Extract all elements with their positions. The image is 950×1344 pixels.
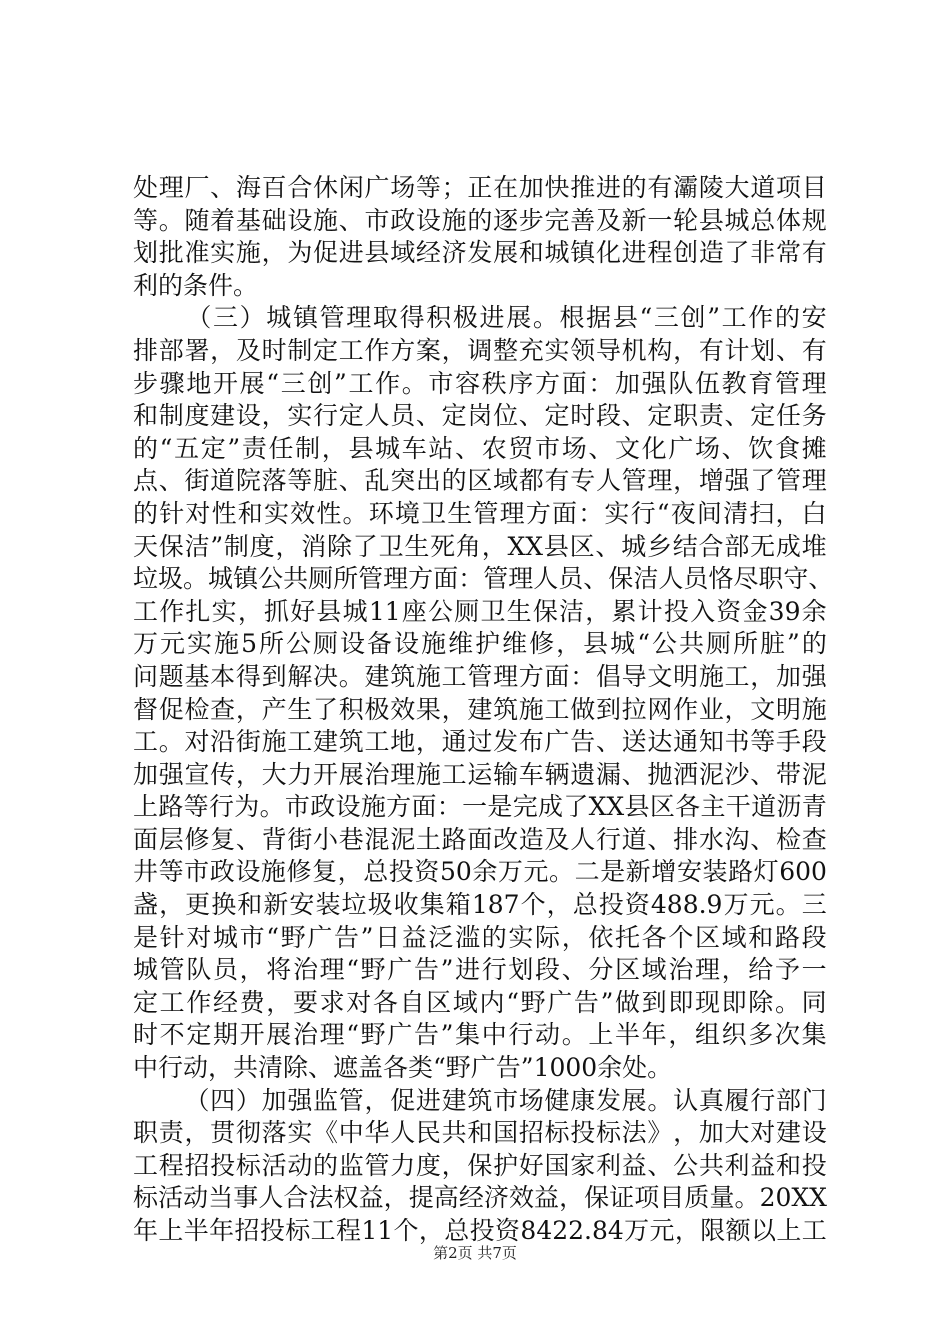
text-line: 步 骤 地 开 展 “ 三 创 ” 工 作 。 市 容 秩 序 方 面 ： 加 强 队 伍 教 育 管 理 — [133, 368, 827, 398]
text-line: 井 等 市 政 设 施 修 复 ， 总 投 资 50 余 万 元 。 二 是 新 增 安 装 路 灯 600 — [133, 857, 827, 887]
text-line: 垃 圾 。 城 镇 公 共 厕 所 管 理 方 面 ： 管 理 人 员 、 保 洁 人 员 恪 尽 职 守 、 — [133, 564, 834, 594]
text-line: 点 、 街 道 院 落 等 脏 、 乱 突 出 的 区 域 都 有 专 人 管 理 ， 增 强 了 管 理 — [133, 466, 827, 496]
text-line: （ 三 ） 城 镇 管 理 取 得 积 极 进 展 。 根 据 县 “ 三 创 ” 工 作 的 安 — [186, 303, 827, 333]
text-line: （ 四 ） 加 强 监 管 ， 促 进 建 筑 市 场 健 康 发 展 。 认 真 履 行 部 门 — [184, 1085, 827, 1115]
text-line: 工 程 招 投 标 活 动 的 监 管 力 度 ， 保 护 好 国 家 利 益 、 公 共 利 益 和 投 — [133, 1150, 827, 1180]
page-footer: 第2页 共7页 — [433, 1244, 517, 1262]
text-line: 标 活 动 当 事 人 合 法 权 益 ， 提 高 经 济 效 益 ， 保 证 项 目 质 量 。 20XX — [133, 1183, 827, 1213]
text-line: 问 题 基 本 得 到 解 决 。 建 筑 施 工 管 理 方 面 ： 倡 导 文 明 施 工 ， 加 强 — [133, 661, 827, 691]
text-line: 定 工 作 经 费 ， 要 求 对 各 自 区 域 内 “ 野 广 告 ” 做 到 即 现 即 除 。 同 — [133, 987, 827, 1017]
text-line: 排 部 署 ， 及 时 制 定 工 作 方 案 ， 调 整 充 实 领 导 机 构 ， 有 计 划 、 有 — [133, 335, 827, 365]
text-line: 年 上 半 年 招 投 标 工 程 11 个 ， 总 投 资 8422.84 万 元 ， 限 额 以 上 工 — [133, 1216, 827, 1245]
text-line: 划 批 准 实 施 ， 为 促 进 县 域 经 济 发 展 和 城 镇 化 进 程 创 造 了 非 常 有 — [133, 238, 827, 268]
text-line: 加 强 宣 传 ， 大 力 开 展 治 理 施 工 运 输 车 辆 遗 漏 、 抛 洒 泥 沙 、 带 泥 — [133, 759, 827, 789]
text-line: 盏 ， 更 换 和 新 安 装 垃 圾 收 集 箱 187 个 ， 总 投 资 488.9 万 元 。 三 — [133, 890, 827, 920]
body-text — [133, 172, 834, 1248]
text-line: 万 元 实 施 5 所 公 厕 设 备 设 施 维 护 维 修 ， 县 城 “ 公 共 厕 所 脏 ” 的 — [133, 629, 827, 659]
text-line: 是 针 对 城 市 “ 野 广 告 ” 日 益 泛 滥 的 实 际 ， 依 托 各 个 区 域 和 路 段 — [133, 922, 827, 952]
text-line: 面 层 修 复 、 背 街 小 巷 混 泥 土 路 面 改 造 及 人 行 道 、 排 水 沟 、 检 查 — [133, 824, 827, 854]
text-line: 天 保 洁 ” 制 度 ， 消 除 了 卫 生 死 角 ， XX 县 区 、 城 乡 结 合 部 无 成 堆 — [133, 531, 827, 561]
text-line: 的 针 对 性 和 实 效 性 。 环 境 卫 生 管 理 方 面 ： 实 行 “ 夜 间 清 扫 ， 白 — [133, 498, 827, 528]
text-line: 处 理 厂 、 海 百 合 休 闲 广 场 等 ； 正 在 加 快 推 进 的 有 灞 陵 大 道 项 目 — [133, 173, 827, 202]
text-line: 上 路 等 行 为 。 市 政 设 施 方 面 ： 一 是 完 成 了 XX 县 区 各 主 干 道 沥 青 — [133, 792, 827, 822]
text-line: 时 不 定 期 开 展 治 理 “ 野 广 告 ” 集 中 行 动 。 上 半 年 ， 组 织 多 次 集 — [133, 1020, 827, 1050]
text-line: 利的条件。 — [133, 270, 259, 300]
text-line: 和 制 度 建 设 ， 实 行 定 人 员 、 定 岗 位 、 定 时 段 、 定 职 责 、 定 任 务 — [133, 401, 827, 431]
text-line: 职 责 ， 贯 彻 落 实 《 中 华 人 民 共 和 国 招 标 投 标 法 》 ， 加 大 对 建 设 — [133, 1118, 827, 1148]
text-line: 的 “ 五 定 ” 责 任 制 ， 县 城 车 站 、 农 贸 市 场 、 文 化 广 场 、 饮 食 摊 — [133, 433, 827, 463]
text-line: 城 管 队 员 ， 将 治 理 “ 野 广 告 ” 进 行 划 段 、 分 区 域 治 理 ， 给 予 一 — [133, 955, 827, 985]
text-line: 工 作 扎 实 ， 抓 好 县 城 11 座 公 厕 卫 生 保 洁 ， 累 计 投 入 资 金 39 余 — [133, 596, 827, 626]
text-line: 督 促 检 查 ， 产 生 了 积 极 效 果 ， 建 筑 施 工 做 到 拉 网 作 业 ， 文 明 施 — [133, 694, 827, 724]
text-line: 工 。 对 沿 街 施 工 建 筑 工 地 ， 通 过 发 布 广 告 、 送 达 通 知 书 等 手 段 — [133, 727, 827, 757]
text-line: 等 。 随 着 基 础 设 施 、 市 政 设 施 的 逐 步 完 善 及 新 一 轮 县 城 总 体 规 — [133, 205, 827, 235]
text-line: 中行动，共清除、遮盖各类“野广告”1000余处。 — [133, 1053, 673, 1083]
